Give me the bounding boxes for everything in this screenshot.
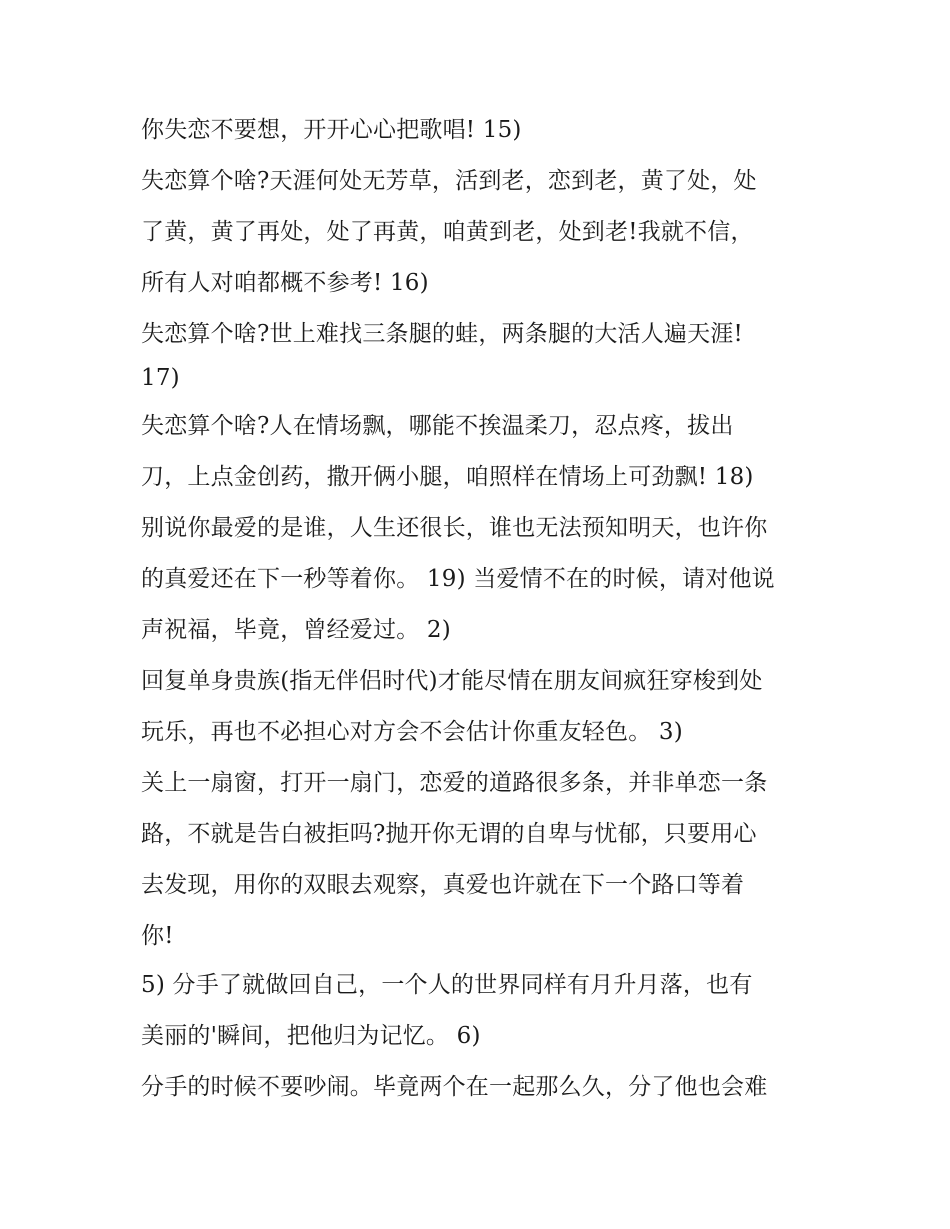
text-line: 声祝福，毕竟，曾经爱过。 2) [141, 617, 451, 643]
text-line: 玩乐，再也不必担心对方会不会估计你重友轻色。 3) [141, 719, 683, 745]
text-line: 所有人对咱都概不参考! 16) [141, 270, 429, 296]
text-line: 了黄，黄了再处，处了再黄，咱黄到老，处到老!我就不信， [141, 219, 754, 245]
text-line: 路，不就是告白被拒吗?抛开你无谓的自卑与忧郁，只要用心 [141, 821, 757, 847]
text-line: 美丽的'瞬间，把他归为记忆。 6) [141, 1023, 481, 1049]
text-line: 你! [141, 923, 174, 949]
text-line: 分手的时候不要吵闹。毕竟两个在一起那么久，分了他也会难 [141, 1074, 768, 1100]
text-line: 的真爱还在下一秒等着你。 19) 当爱情不在的时候，请对他说 [141, 566, 775, 592]
text-line: 刀，上点金创药，撒开俩小腿，咱照样在情场上可劲飘! 18) [141, 464, 754, 490]
text-line: 关上一扇窗，打开一扇门，恋爱的道路很多条，并非单恋一条 [141, 770, 768, 796]
text-line: 5) 分手了就做回自己，一个人的世界同样有月升月落，也有 [141, 972, 753, 998]
text-line: 17) [141, 365, 180, 391]
text-line: 你失恋不要想，开开心心把歌唱! 15) [141, 117, 522, 143]
text-line: 别说你最爱的是谁，人生还很长，谁也无法预知明天，也许你 [141, 515, 768, 541]
text-line: 失恋算个啥?世上难找三条腿的蛙，两条腿的大活人遍天涯! [141, 321, 743, 347]
text-line: 去发现，用你的双眼去观察，真爱也许就在下一个路口等着 [141, 872, 745, 898]
text-line: 回复单身贵族(指无伴侣时代)才能尽情在朋友间疯狂穿梭到处 [141, 668, 763, 694]
text-line: 失恋算个啥?天涯何处无芳草，活到老，恋到老，黄了处，处 [141, 168, 757, 194]
text-line: 失恋算个啥?人在情场飘，哪能不挨温柔刀，忍点疼，拔出 [141, 413, 734, 439]
